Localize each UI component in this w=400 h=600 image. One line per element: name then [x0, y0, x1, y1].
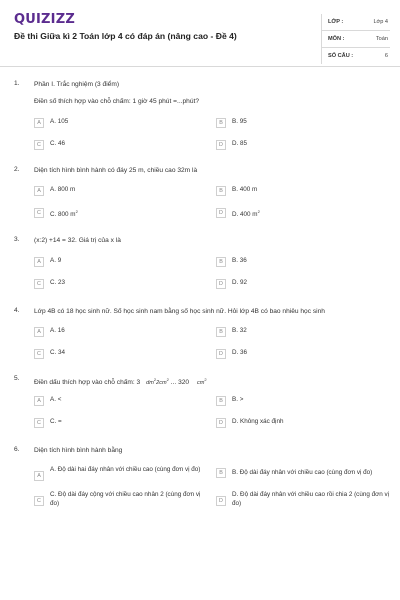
option-text: C. = — [50, 418, 62, 425]
question-number: 1. — [14, 80, 20, 87]
question-text: Diện tích hình bình hành có đáy 25 m, chiều cao 32m là — [34, 167, 198, 174]
option-text: C. 800 $m^2$ — [50, 209, 78, 219]
option-c[interactable] — [34, 208, 78, 220]
option-letter-box: C — [34, 279, 44, 289]
option-c[interactable] — [34, 140, 65, 150]
question-text: Lớp 4B có 18 học sinh nữ. Số học sinh nam bằng số học sinh nữ. Hỏi lớp 4B có bao nhiêu học sinh — [34, 308, 325, 315]
option-b[interactable] — [216, 186, 257, 196]
option-text: A. 16 — [50, 327, 65, 334]
option-b[interactable] — [216, 327, 247, 337]
unit-cm: 2cm — [156, 380, 167, 387]
option-letter-box: B — [216, 118, 226, 128]
option-d[interactable] — [216, 208, 260, 220]
option-text: C. Độ dài đáy cộng với chiều cao nhân 2 (cùng đơn vị đo) — [50, 491, 201, 507]
option-text: D. Không xác định — [232, 418, 284, 425]
question-number: 6. — [14, 446, 20, 453]
option-text-value: D. 400 m — [232, 211, 258, 219]
option-c[interactable] — [34, 491, 209, 508]
info-value: Toán — [375, 36, 388, 42]
option-text: A. < — [50, 396, 62, 403]
info-label: SỐ CÂU : — [328, 53, 354, 59]
question-text — [34, 375, 384, 388]
option-letter-box: D — [216, 496, 226, 506]
option-text: A. 800 m — [50, 186, 76, 193]
question-text: (x:2) +14 = 32. Giá trị của x là — [34, 237, 121, 244]
superscript: 2 — [153, 377, 157, 382]
option-letter-box: A — [34, 396, 44, 406]
option-letter-box: D — [216, 279, 226, 289]
info-value: 6 — [384, 53, 388, 59]
option-text: B. > — [232, 396, 244, 403]
question-text-part: ... 320 — [170, 379, 190, 387]
info-label: MÔN : — [328, 36, 345, 42]
option-letter-box: D — [216, 140, 226, 150]
option-letter-box: D — [216, 418, 226, 428]
option-letter-box: C — [34, 208, 44, 218]
option-letter-box: D — [216, 208, 226, 218]
option-text: D. 92 — [232, 279, 248, 286]
option-letter-box: A — [34, 327, 44, 337]
option-text: B. 400 m — [232, 186, 258, 193]
option-text: D. 36 — [232, 349, 248, 356]
option-d[interactable] — [216, 349, 247, 359]
option-d[interactable] — [216, 418, 283, 428]
option-c[interactable] — [34, 418, 62, 428]
info-label: LỚP : — [328, 19, 344, 25]
unit-cm: cm — [196, 380, 205, 387]
option-a[interactable] — [34, 118, 68, 128]
option-text: B. Độ dài đáy nhân với chiều cao (cùng đơn vị đo) — [232, 469, 373, 476]
option-letter-box: B — [216, 257, 226, 267]
option-letter-box: B — [216, 396, 226, 406]
option-text: B. 95 — [232, 118, 247, 125]
option-letter-box: B — [216, 186, 226, 196]
question-text: Phần I. Trắc nghiệm (3 điểm) — [34, 81, 120, 88]
option-letter-box: A — [34, 471, 44, 481]
option-b[interactable] — [216, 396, 243, 406]
option-text: D. 85 — [232, 140, 248, 147]
option-c[interactable] — [34, 349, 65, 359]
option-letter-box: A — [34, 118, 44, 128]
quizizz-logo: QUIZIZZ — [14, 12, 75, 27]
question-text: Diện tích hình bình hành bằng — [34, 447, 123, 454]
question-text-part: Điền dấu thích hợp vào chỗ chấm: 3 — [34, 379, 141, 387]
option-text: B. 36 — [232, 257, 247, 264]
option-letter-box: A — [34, 186, 44, 196]
option-d[interactable] — [216, 279, 247, 289]
unit-dm: dm — [146, 380, 154, 387]
option-letter-box: A — [34, 257, 44, 267]
option-text: C. 46 — [50, 140, 66, 147]
question-number: 2. — [14, 166, 20, 173]
info-row-count — [322, 48, 390, 64]
option-letter-box: B — [216, 468, 226, 478]
option-text: A. 9 — [50, 257, 62, 264]
question-subtext: Điền số thích hợp vào chỗ chấm: 1 giờ 45 phút =...phút? — [34, 98, 199, 105]
option-text-value: C. 800 m — [50, 211, 76, 219]
superscript: 2 — [204, 377, 207, 382]
superscript: 2 — [166, 377, 169, 382]
question-number: 5. — [14, 375, 20, 382]
option-text: A. 105 — [50, 118, 69, 125]
option-text: D. 400 $m^2$ — [232, 209, 260, 219]
option-letter-box: C — [34, 418, 44, 428]
option-letter-box: C — [34, 349, 44, 359]
option-a[interactable] — [34, 257, 61, 267]
question-number: 3. — [14, 236, 20, 243]
option-d[interactable] — [216, 491, 391, 508]
option-letter-box: B — [216, 327, 226, 337]
option-text: C. 23 — [50, 279, 66, 286]
option-text: C. 34 — [50, 349, 66, 356]
option-a[interactable] — [34, 186, 75, 196]
option-b[interactable] — [216, 466, 391, 478]
option-letter-box: C — [34, 496, 44, 506]
option-b[interactable] — [216, 118, 247, 128]
question-number: 4. — [14, 307, 20, 314]
info-row-class — [322, 14, 390, 31]
option-a[interactable] — [34, 396, 61, 406]
option-letter-box: D — [216, 349, 226, 359]
info-table — [321, 14, 390, 64]
page-title: Đề thi Giữa kì 2 Toán lớp 4 có đáp án (nâng cao - Đề 4) — [14, 31, 237, 41]
option-d[interactable] — [216, 140, 247, 150]
worksheet-header — [0, 0, 400, 67]
option-c[interactable] — [34, 279, 65, 289]
info-row-subject — [322, 31, 390, 48]
option-a[interactable] — [34, 327, 65, 337]
option-text: A. Độ dài hai đáy nhân với chiều cao (cùng đơn vị đo) — [50, 466, 201, 473]
option-a[interactable] — [34, 466, 209, 481]
option-text: D. Độ dài đáy nhân với chiều cao rồi chia 2 (cùng đơn vị đo) — [232, 491, 390, 507]
info-value: Lớp 4 — [373, 19, 388, 25]
option-text: B. 32 — [232, 327, 247, 334]
option-letter-box: C — [34, 140, 44, 150]
option-b[interactable] — [216, 257, 247, 267]
